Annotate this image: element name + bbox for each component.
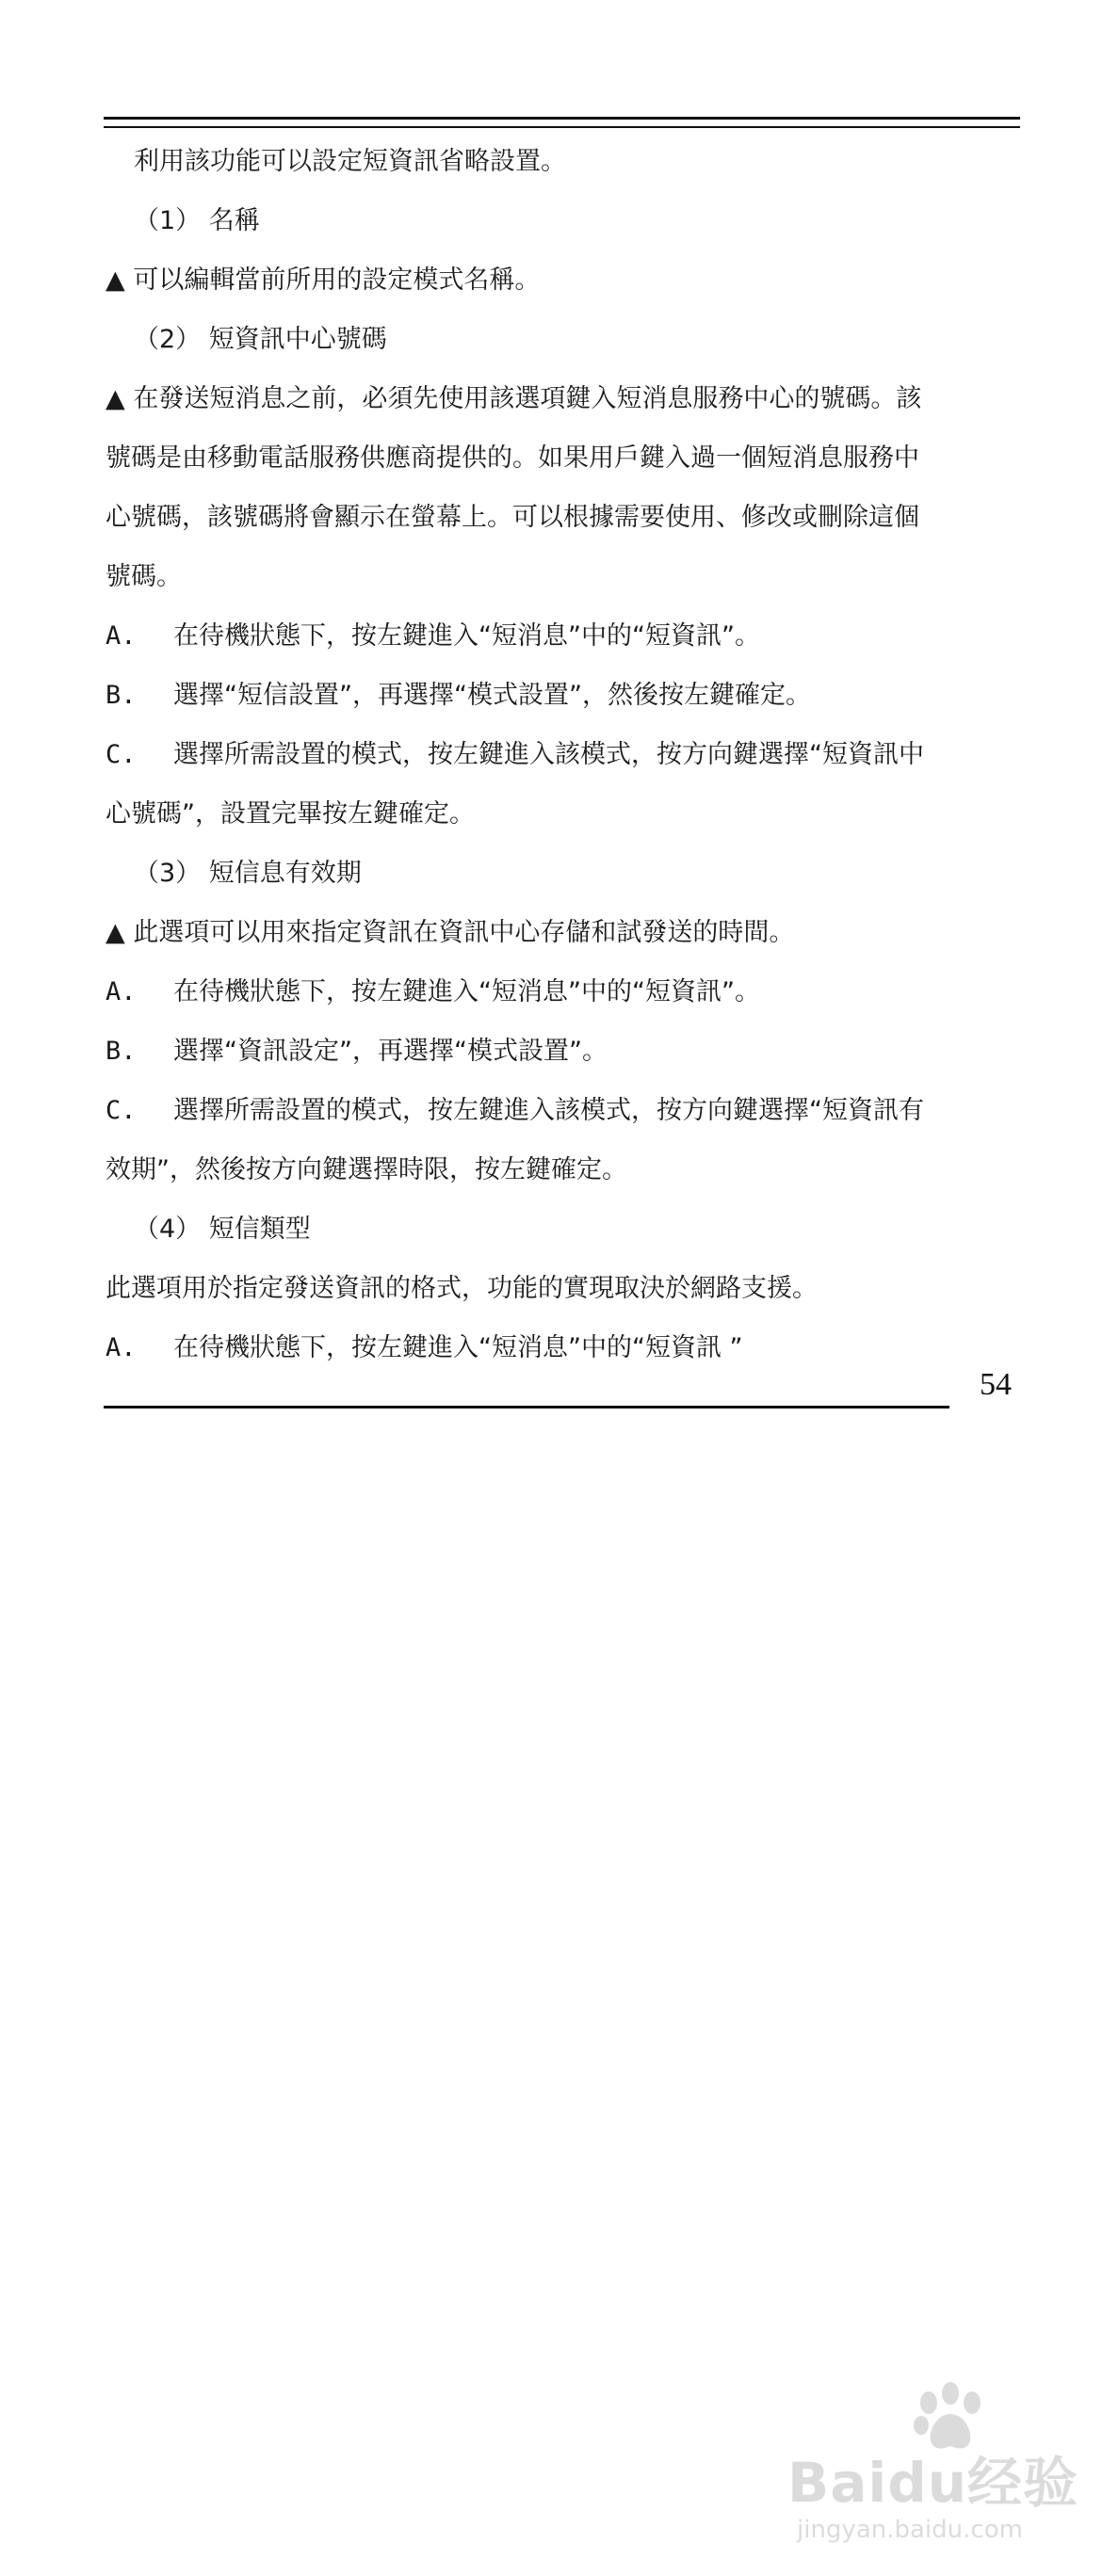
step-item [105, 974, 760, 1011]
step-item [105, 677, 811, 715]
section-heading: （4） 短信類型 [134, 1215, 311, 1244]
step-text: 選擇“資訊設定”，再選擇“模式設置”。 [173, 1037, 608, 1066]
baidu-watermark [787, 2382, 1079, 2561]
step-item [105, 618, 760, 655]
step-item [105, 1033, 608, 1071]
section-heading: （1） 名稱 [134, 206, 260, 235]
step-marker: A. [105, 1333, 137, 1362]
step-marker: C. [105, 740, 137, 769]
step-text: 在待機狀態下，按左鍵進入“短消息”中的“短資訊”。 [173, 977, 760, 1006]
step-marker: B. [105, 681, 137, 710]
section-heading: （3） 短信息有效期 [134, 859, 362, 888]
step-text: 在待機狀態下，按左鍵進入“短消息”中的“短資訊”。 [173, 621, 760, 651]
step-text: 選擇所需設置的模式，按左鍵進入該模式，按方向鍵選擇“短資訊中 [173, 740, 924, 769]
step-text: 在待機狀態下，按左鍵進入“短消息”中的“短資訊 ” [173, 1333, 743, 1362]
step-item [105, 1092, 924, 1130]
paragraph-line: 號碼是由移動電話服務供應商提供的。如果用戶鍵入過一個短消息服務中 [105, 443, 919, 473]
step-marker: A. [105, 621, 137, 651]
watermark-logo-text: Baidu经验 [787, 2451, 1079, 2515]
paragraph-line: 此選項用於指定發送資訊的格式，功能的實現取決於網路支援。 [105, 1274, 818, 1303]
step-item [105, 736, 924, 774]
bullet-line: ▲ 在發送短消息之前，必須先使用該選項鍵入短消息服務中心的號碼。該 [105, 384, 922, 413]
step-marker: A. [105, 977, 137, 1006]
step-text: 選擇“短信設置”，再選擇“模式設置”，然後按左鍵確定。 [173, 681, 811, 710]
section-heading: （2） 短資訊中心號碼 [134, 325, 387, 354]
watermark-url: jingyan.baidu.com [797, 2516, 1023, 2544]
footer-rule [104, 1406, 949, 1409]
paragraph-line: 效期”，然後按方向鍵選擇時限，按左鍵確定。 [105, 1155, 627, 1184]
bullet-line: ▲ 此選項可以用來指定資訊在資訊中心存儲和試發送的時間。 [105, 918, 795, 947]
intro-line: 利用該功能可以設定短資訊省略設置。 [134, 147, 566, 176]
step-marker: C. [105, 1096, 137, 1125]
bullet-line: ▲ 可以編輯當前所用的設定模式名稱。 [105, 266, 541, 295]
step-text: 選擇所需設置的模式，按左鍵進入該模式，按方向鍵選擇“短資訊有 [173, 1096, 924, 1125]
step-marker: B. [105, 1037, 137, 1066]
paragraph-line: 心號碼，該號碼將會顯示在螢幕上。可以根據需要使用、修改或刪除這個 [105, 503, 919, 532]
page-number: 54 [980, 1367, 1012, 1402]
step-item [105, 1329, 743, 1367]
paragraph-line: 心號碼”，設置完畢按左鍵確定。 [105, 799, 475, 829]
header-rule-thin [104, 126, 1020, 128]
paragraph-line: 號碼。 [105, 562, 182, 591]
header-rule [104, 117, 1020, 120]
